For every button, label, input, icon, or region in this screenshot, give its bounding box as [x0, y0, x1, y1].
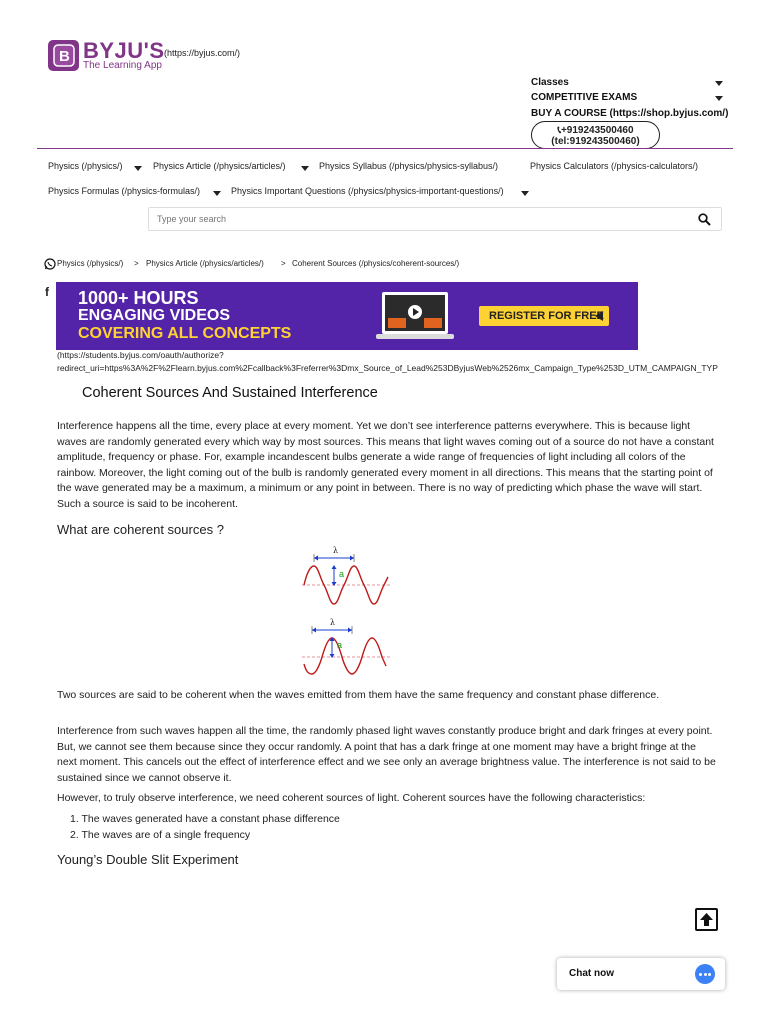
facebook-icon[interactable]: f [45, 285, 49, 299]
nav-physics-syllabus[interactable]: Physics Syllabus (/physics/physics-syllabus/) [319, 161, 499, 171]
logo-b-icon [53, 44, 75, 67]
phone-button[interactable] [531, 121, 660, 149]
chat-widget[interactable] [557, 958, 725, 990]
svg-text:B: B [59, 48, 70, 65]
phone-number: +919243500460 [560, 125, 634, 136]
brand-name[interactable]: BYJU'S [83, 38, 165, 63]
phone-link: (tel:919243500460) [551, 136, 640, 147]
nav-questions-caret-icon[interactable] [521, 191, 529, 196]
menu-competitive-exams[interactable]: COMPETITIVE EXAMS [531, 92, 638, 103]
wave2-lambda-label: λ [330, 618, 336, 627]
young-heading: Young’s Double Slit Experiment [57, 852, 239, 867]
banner-url-line2: redirect_uri=https%3A%2F%2Flearn.byjus.com%2Fcallback%3Freferrer%3Dmx_Source_of_Lead%253DByjusWeb%2526mx_Campaign_Type%253D_UTM_CAMPAIGN_TYP [57, 363, 718, 373]
coherent-definition-paragraph: Two sources are said to be coherent when the waves emitted from them have the same frequency and constant phase difference. [57, 689, 660, 701]
search-icon[interactable] [698, 213, 711, 226]
nav-physics[interactable]: Physics (/physics/) [48, 161, 123, 171]
laptop-video-icon [374, 290, 456, 344]
nav-formulas-caret-icon[interactable] [213, 191, 221, 196]
interference-paragraph: Interference from such waves happen all the time, the randomly phased light waves constantly produce bright and dark fringes at every point. But, we cannot see them because since they occur randomly. A point that has a dark fringe at one moment may have a bright fringe at the next moment. This cancels out the effect of interference effect and we see only an average brightness value. The interference is not said to be sustained since we cannot observe it. [57, 725, 716, 784]
header-divider [37, 148, 733, 149]
search-input[interactable] [157, 214, 657, 224]
phone-icon: 📞︎ [557, 125, 561, 136]
search-bar[interactable] [148, 207, 722, 231]
menu-buy-course[interactable]: BUY A COURSE (https://shop.byjus.com/) [531, 108, 729, 119]
wave2-amplitude-label: a [337, 640, 343, 650]
banner-link-url[interactable] [57, 349, 733, 375]
wave1-lambda-label: λ [333, 546, 339, 555]
nav-article-caret-icon[interactable] [301, 166, 309, 171]
byjus-logo[interactable] [48, 40, 79, 71]
characteristics-list [70, 812, 340, 843]
nav-physics-formulas[interactable]: Physics Formulas (/physics-formulas/) [48, 186, 201, 196]
wave-diagram-2 [300, 616, 392, 682]
register-button[interactable] [479, 306, 609, 326]
intro-paragraph: Interference happens all the time, every place at every moment. Yet we don’t see interference patterns everywhere. This is because light waves are randomly generated every which way by most sources. This means that light waves coming out of a source do not have a constant amplitude, frequency or phase. For, example incandescent bulbs generate a wide range of frequencies of light including all colors of the rainbow. Moreover, the light coming out of the bulb is randomly generated every moment in all directions. This means that the starting point of the wave generated may be a maximum, a minimum or any point in between. There is no way of predicting which phase the wave will start. Such a source is said to be incoherent. [57, 420, 714, 510]
nav-physics-calculators[interactable]: Physics Calculators (/physics-calculators/) [530, 161, 699, 171]
banner-line2: ENGAGING VIDEOS [78, 307, 231, 324]
arrow-left-icon [595, 311, 603, 321]
classes-caret-icon[interactable] [715, 81, 723, 86]
breadcrumb-separator: > [134, 259, 139, 268]
whatsapp-icon[interactable] [44, 258, 56, 270]
article-title: Coherent Sources And Sustained Interference [82, 385, 378, 401]
characteristics-intro: However, to truly observe interference, we need coherent sources of light. Coherent sources have the following characteristics: [57, 792, 646, 804]
breadcrumb-current[interactable]: Coherent Sources (/physics/coherent-sources/) [292, 259, 460, 268]
wave1-amplitude-label: a [339, 569, 345, 579]
banner-url-line1: (https://students.byjus.com/oauth/authorize? [57, 350, 224, 360]
register-button-label: REGISTER FOR FREE [489, 310, 604, 322]
banner-line1: 1000+ HOURS [78, 288, 199, 308]
competitive-caret-icon[interactable] [715, 96, 723, 101]
brand-tagline: The Learning App [83, 60, 162, 71]
chat-label: Chat now [569, 968, 614, 979]
wave-diagram-1 [300, 544, 392, 610]
coherent-heading: What are coherent sources ? [57, 522, 224, 537]
scroll-to-top-button[interactable] [695, 908, 718, 931]
list-item: 1. The waves generated have a constant phase difference [70, 813, 340, 825]
list-item: 2. The waves are of a single frequency [70, 828, 251, 841]
menu-classes[interactable]: Classes [531, 77, 569, 88]
arrow-up-icon [697, 910, 716, 929]
promo-banner[interactable] [56, 282, 638, 350]
nav-physics-caret-icon[interactable] [134, 166, 142, 171]
breadcrumb-separator: > [281, 259, 286, 268]
brand-url[interactable]: (https://byjus.com/) [164, 48, 241, 58]
banner-line3: COVERING ALL CONCEPTS [78, 325, 292, 342]
nav-physics-article[interactable]: Physics Article (/physics/articles/) [153, 161, 286, 171]
nav-important-questions[interactable]: Physics Important Questions (/physics/physics-important-questions/) [231, 186, 504, 196]
breadcrumb-physics-article[interactable]: Physics Article (/physics/articles/) [146, 259, 264, 268]
breadcrumb-physics[interactable]: Physics (/physics/) [57, 259, 124, 268]
chat-bubble-icon[interactable] [695, 964, 715, 984]
